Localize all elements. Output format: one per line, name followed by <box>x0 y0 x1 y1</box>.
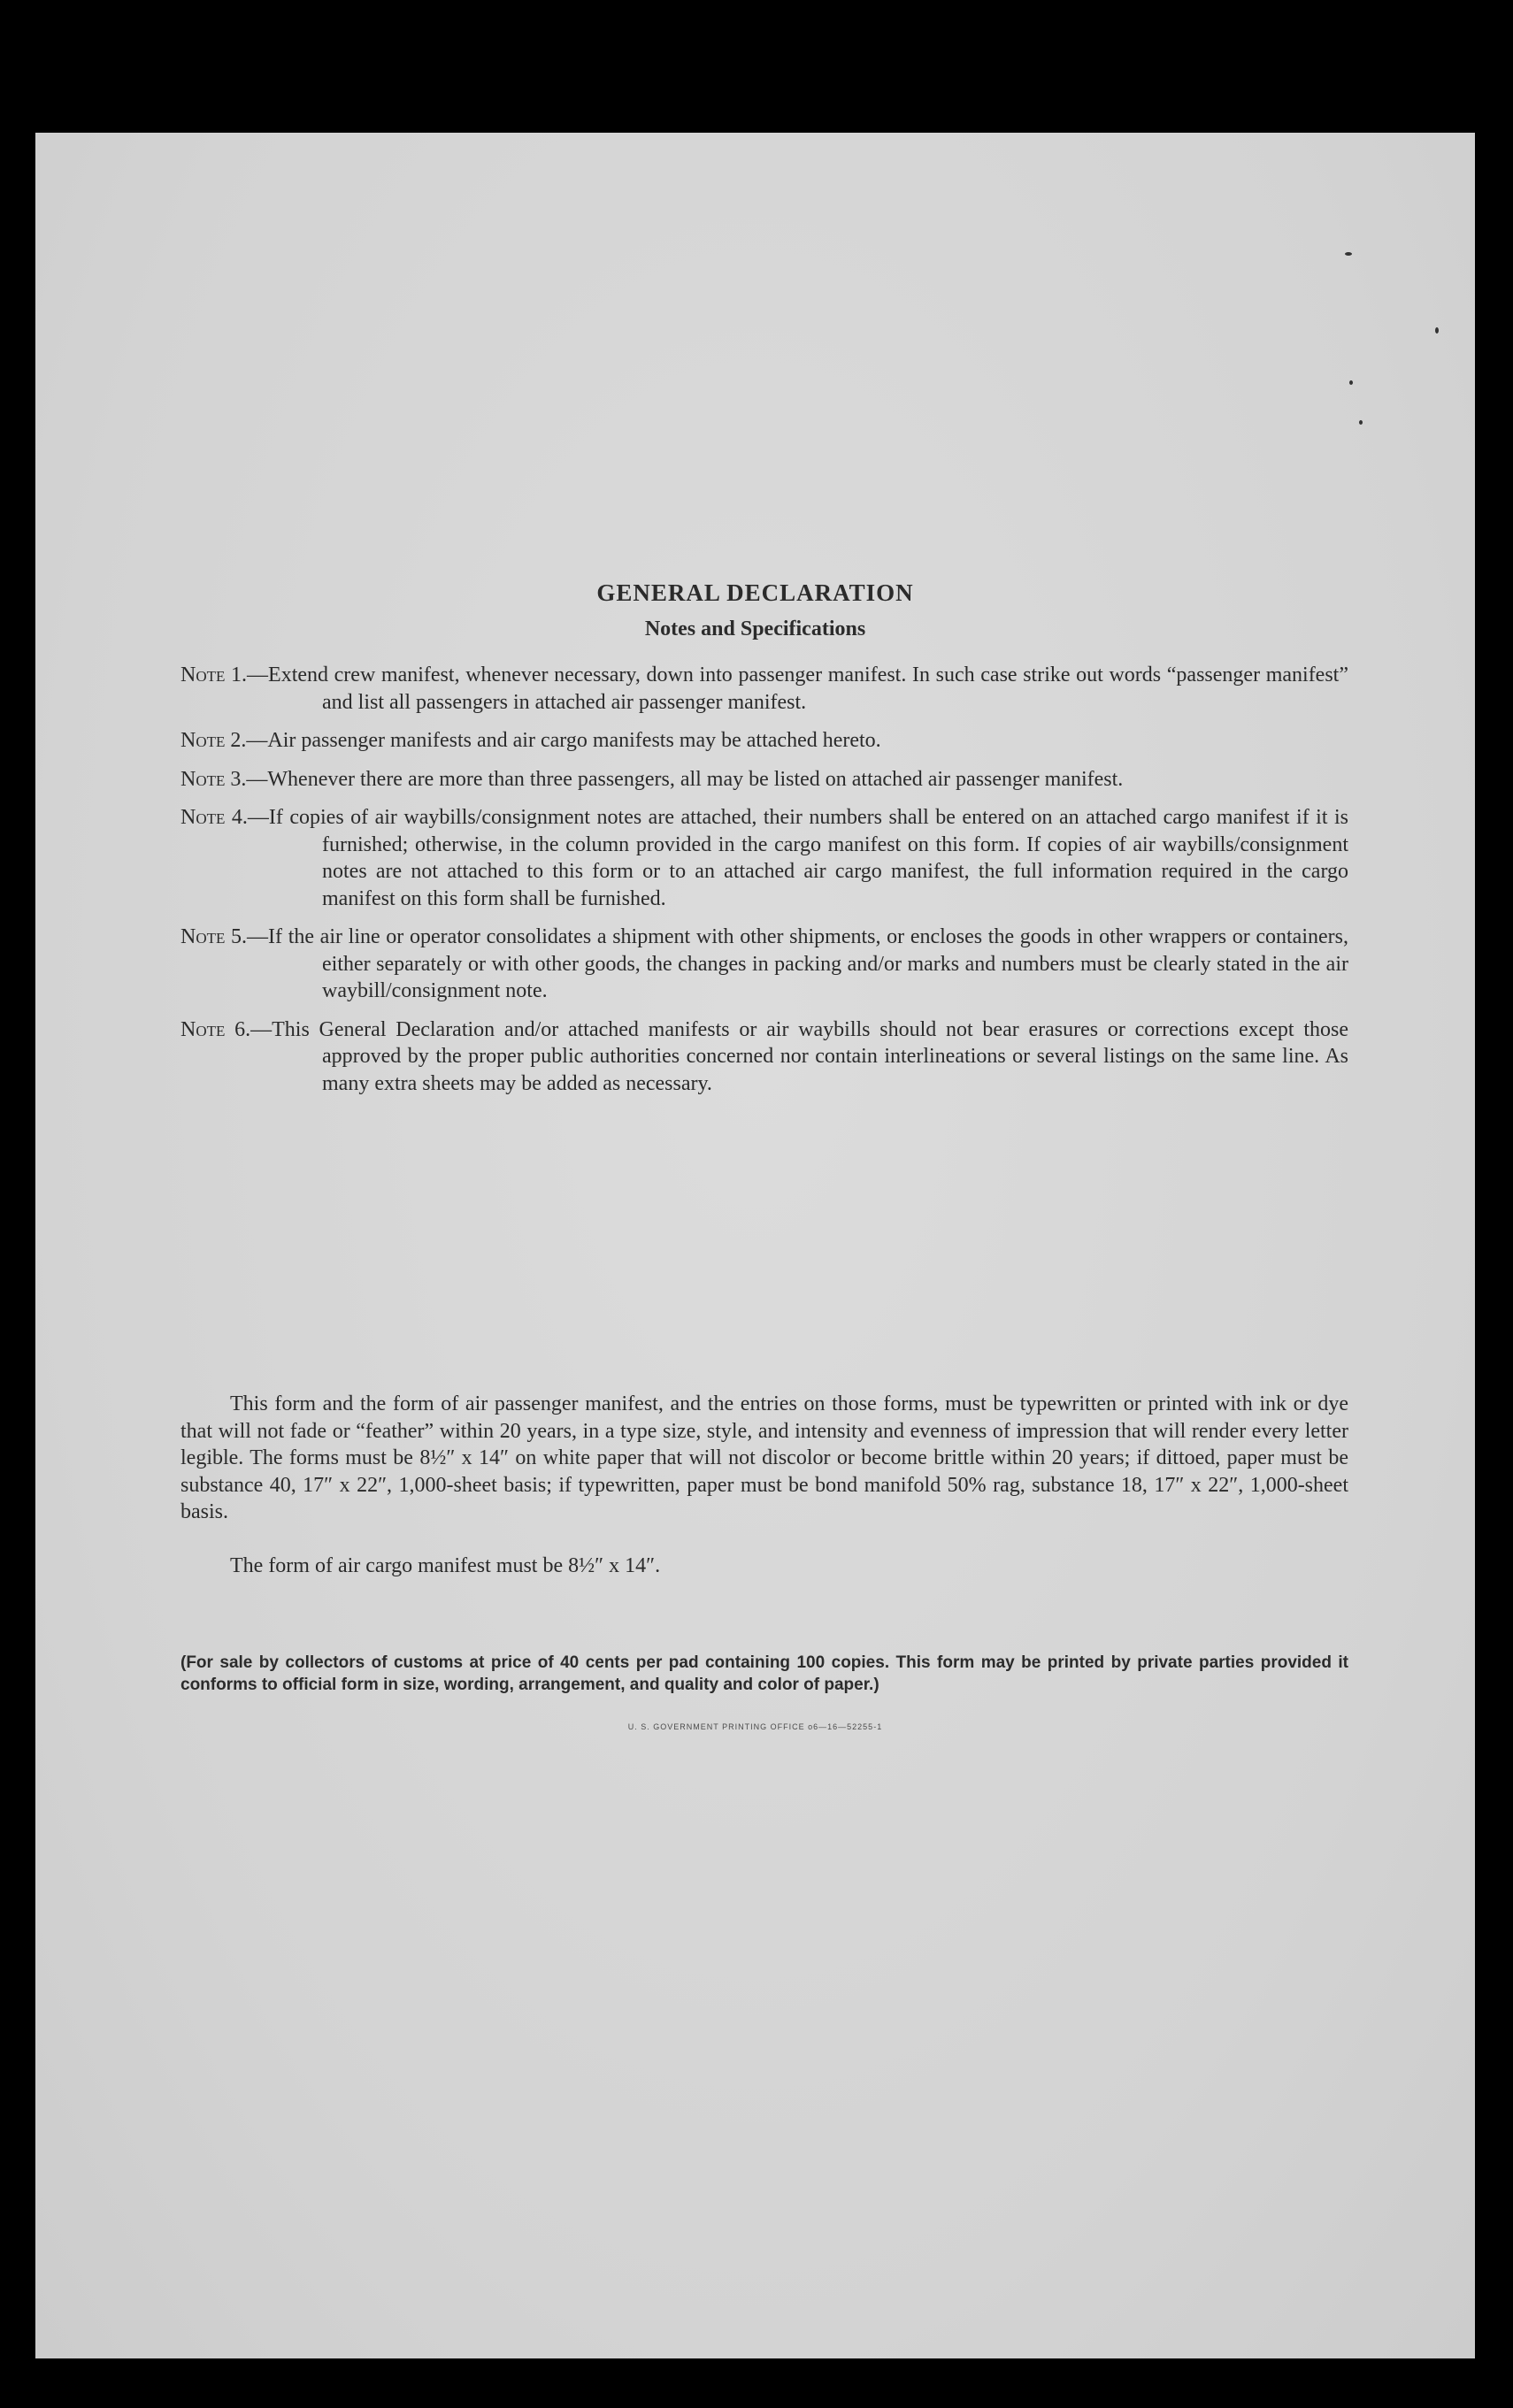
printer-imprint: U. S. GOVERNMENT PRINTING OFFICE o6—16—52255-1 <box>627 1722 883 1731</box>
note-6-text: —This General Declaration and/or attached manifests or air waybills should not bear erasures or corrections except those approved by the proper public authorities concerned nor contain interlineations or several listings on the same line. As many extra sheets may be added as necessary. <box>250 1017 1348 1095</box>
note-2-text: —Air passenger manifests and air cargo manifests may be attached hereto. <box>246 729 881 752</box>
document-page <box>35 133 1475 2358</box>
note-3-label: Note 3. <box>180 767 247 791</box>
note-5-text: —If the air line or operator consolidates a shipment with other shipments, or encloses the goods in other wrappers or containers, either separately or with other goods, the changes in packing and/or marks and numbers must be clearly stated in the air waybill/consignment note. <box>247 925 1348 1002</box>
note-6 <box>180 1016 1348 1098</box>
note-1 <box>180 662 1348 716</box>
scan-speck <box>1349 380 1353 385</box>
document-title: GENERAL DECLARATION <box>596 579 914 606</box>
note-1-label: Note 1. <box>180 663 248 686</box>
scan-speck <box>1345 252 1352 256</box>
note-6-label: Note 6. <box>180 1017 251 1041</box>
note-4 <box>180 804 1348 912</box>
note-3 <box>180 766 1348 794</box>
scan-speck <box>1435 327 1439 334</box>
note-5 <box>180 924 1348 1005</box>
document-subtitle: Notes and Specifications <box>644 617 866 640</box>
note-3-text: —Whenever there are more than three passengers, all may be listed on attached air passenger manifest. <box>246 767 1124 791</box>
note-5-label: Note 5. <box>180 925 248 948</box>
note-4-label: Note 4. <box>180 806 248 829</box>
notes-list <box>180 662 1348 1108</box>
note-1-text: —Extend crew manifest, whenever necessary, down into passenger manifest. In such case strike out words “passenger manifest” and list all passengers in attached air passenger manifest. <box>247 663 1348 714</box>
scan-speck <box>1359 420 1363 425</box>
cargo-manifest-size-paragraph: The form of air cargo manifest must be 8½″ x 14″. <box>230 1554 661 1577</box>
sale-note: (For sale by collectors of customs at price of 40 cents per pad containing 100 copies. This form may be printed by private parties provided it conforms to official form in size, wording, arrangement, and quality and color of paper.) <box>180 1653 1348 1694</box>
note-2-label: Note 2. <box>180 729 247 752</box>
note-4-text: —If copies of air waybills/consignment notes are attached, their numbers shall be entered on an attached cargo manifest if it is furnished; otherwise, in the column provided in the cargo manifest on this form. If copies of air waybills/consignment notes are not attached to this form or to an attached air cargo manifest, the full information required in the cargo manifest on this form shall be furnished. <box>247 806 1349 910</box>
note-2 <box>180 727 1348 755</box>
specifications-paragraph: This form and the form of air passenger manifest, and the entries on those forms, must be typewritten or printed with ink or dye that will not fade or “feather” within 20 years, in a type size, style, and intensity and evenness of impression that will render every letter legible. The forms must be 8½″ x 14″ on white paper that will not discolor or become brittle within 20 years; if dittoed, paper must be substance 40, 17″ x 22″, 1,000-sheet basis; if typewritten, paper must be bond manifold 50% rag, substance 18, 17″ x 22″, 1,000-sheet basis. <box>180 1392 1348 1523</box>
